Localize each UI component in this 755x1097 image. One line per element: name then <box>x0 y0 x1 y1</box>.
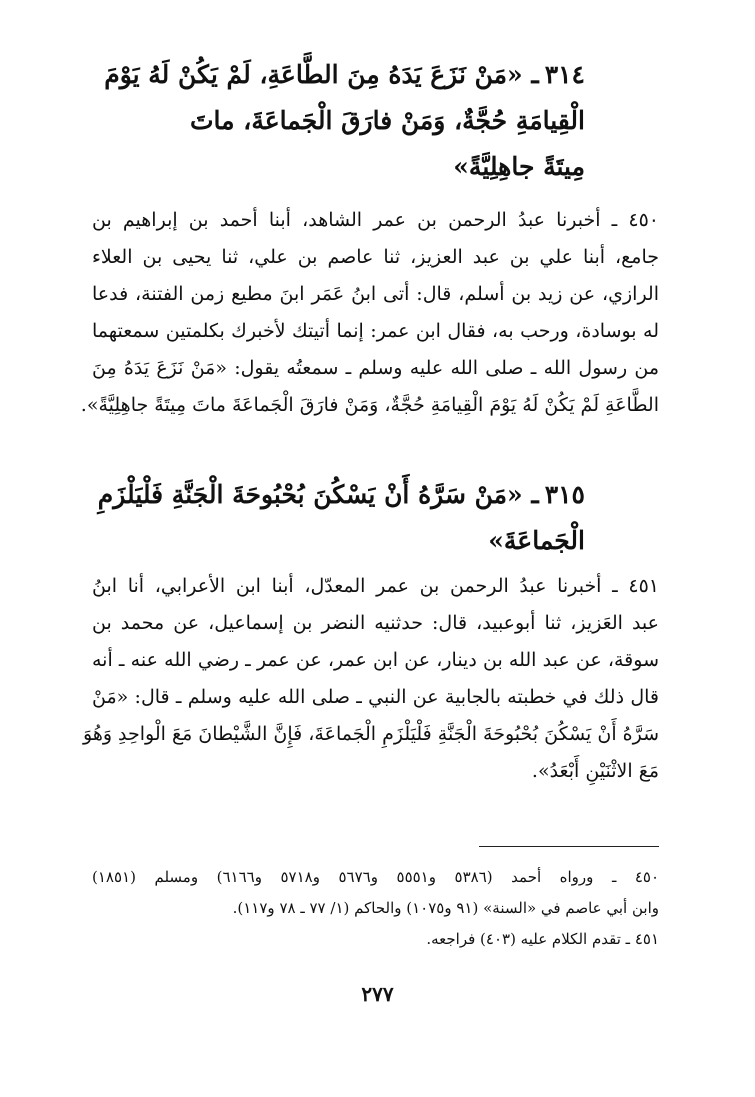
hadith-314-line-1: ٣١٤ـ «مَنْ نَزَعَ يَدَهُ مِنَ الطَّاعَةِ، لَمْ يَكُنْ لَهُ يَوْمَ <box>104 60 585 89</box>
paragraph-451-line: ٤٥١ ـ أخبرنا عبدُ الرحمن بن عمر المعدّل، أبنا ابن الأعرابي، أنا ابنُ <box>92 575 659 597</box>
footnote-divider <box>479 846 659 847</box>
paragraph-451 <box>83 568 659 790</box>
paragraph-450-line: له بوسادة، ورحب به، فقال ابن عمر: إنما أتيتك لأخبرك بكلمتين سمعتهما <box>92 320 659 342</box>
footnotes <box>92 862 659 955</box>
footnote-450-line: وابن أبي عاصم في «السنة» (٩١ و١٠٧٥) والحاكم (١/ ٧٧ ـ ٧٨ و١١٧). <box>232 899 659 917</box>
paragraph-451-line: قال ذلك في خطبته بالجابية عن النبي ـ صلى الله عليه وسلم ـ قال: «مَنْ <box>92 686 659 708</box>
hadith-315-heading <box>97 472 585 564</box>
paragraph-450-line: الطَّاعَةِ لَمْ يَكُنْ لَهُ يَوْمَ الْقِيامَةِ حُجَّةٌ، وَمَنْ فارَقَ الْجَماعَةَ ماتَ مِيتَةً جاهِلِيَّةً». <box>80 394 659 416</box>
paragraph-450-line: جامع، أبنا علي بن عبد العزيز، ثنا عاصم بن علي، ثنا يحيى بن العلاء <box>92 246 659 268</box>
hadith-314-line-2: الْقِيامَةِ حُجَّةٌ، وَمَنْ فارَقَ الْجَماعَةَ، ماتَ <box>190 106 585 135</box>
hadith-314-line-3: مِيتَةً جاهِلِيَّةً» <box>453 152 585 181</box>
hadith-315-number: ٣١٥ <box>544 480 585 509</box>
paragraph-450 <box>80 202 660 424</box>
paragraph-450-line: ٤٥٠ ـ أخبرنا عبدُ الرحمن بن عمر الشاهد، أبنا أحمد بن إبراهيم بن <box>92 209 659 231</box>
paragraph-450-line: من رسول الله ـ صلى الله عليه وسلم ـ سمعتُه يقول: «مَنْ نَزَعَ يَدَهُ مِنَ <box>92 357 660 379</box>
footnote-451: ٤٥١ ـ تقدم الكلام عليه (٤٠٣) فراجعه. <box>426 930 659 948</box>
paragraph-451-line: مَعَ الاثْنَيْنِ أَبْعَدُ». <box>531 760 659 782</box>
hadith-314-heading <box>104 52 585 190</box>
paragraph-451-line: عبد العَزيز، ثنا أبوعبيد، قال: حدثنيه النضر بن إسماعيل، عن محمد بن <box>92 612 659 634</box>
paragraph-450-line: الرازي، عن زيد بن أسلم، قال: أتى ابنُ عَمَر ابنَ مطيع زمن الفتنة، فدعا <box>92 283 659 305</box>
page-number: ٢٧٧ <box>361 982 394 1006</box>
hadith-314-number: ٣١٤ <box>544 60 585 89</box>
footnote-450-line: ٤٥٠ ـ ورواه أحمد (٥٣٨٦ و٥٥٥١ و٥٦٧٦ و٥٧١٨ و٦١٦٦) ومسلم (١٨٥١) <box>92 868 660 886</box>
hadith-315-line-1: ٣١٥ـ «مَنْ سَرَّهُ أَنْ يَسْكُنَ بُحْبُوحَةَ الْجَنَّةِ فَلْيَلْزَمِ <box>97 480 585 509</box>
paragraph-451-line: سَرَّهُ أَنْ يَسْكُنَ بُحْبُوحَةَ الْجَنَّةِ فَلْيَلْزَمِ الْجَماعَةَ، فَإِنَّ الشَّيْطانَ مَعَ الْواحِدِ وَهُوَ <box>83 723 659 745</box>
hadith-315-line-2: الْجَماعَةَ» <box>488 526 585 555</box>
paragraph-451-line: سوقة، عن عبد الله بن دينار، عن ابن عمر، عن عمر ـ رضي الله عنه ـ أنه <box>92 649 659 671</box>
